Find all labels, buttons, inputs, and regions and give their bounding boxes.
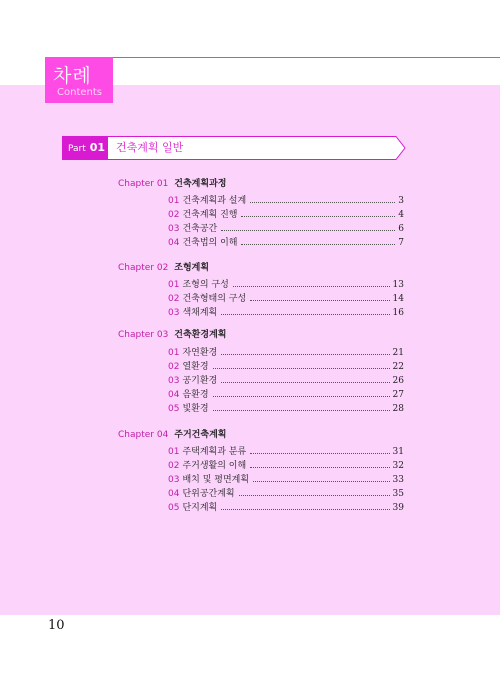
chapter-heading[interactable] — [118, 176, 226, 189]
entry-page: 35 — [392, 489, 404, 499]
entry-number: 04 — [168, 489, 180, 499]
entry-number: 05 — [168, 404, 180, 414]
dot-leader — [221, 230, 395, 231]
dot-leader — [250, 467, 389, 468]
entry-page: 33 — [392, 475, 404, 485]
toc-entry[interactable] — [168, 344, 404, 358]
toc-entry[interactable] — [168, 192, 404, 206]
toc-entry[interactable] — [168, 220, 404, 234]
entry-title: 주택계획과 분류 — [182, 447, 247, 457]
entry-page: 28 — [392, 404, 404, 414]
entry-title: 단지계획 — [182, 503, 218, 513]
chapter-heading[interactable] — [118, 427, 226, 440]
entry-title: 건축형태의 구성 — [182, 294, 247, 304]
toc-entry[interactable] — [168, 457, 404, 471]
entry-page: 26 — [392, 376, 404, 386]
entry-page: 7 — [398, 238, 404, 248]
entry-page: 6 — [398, 224, 404, 234]
entry-title: 단위공간계획 — [182, 489, 235, 499]
dot-leader — [221, 314, 389, 315]
entry-number: 02 — [168, 362, 180, 372]
chapter-heading[interactable] — [118, 327, 226, 340]
toc-entry[interactable] — [168, 499, 404, 513]
entry-title: 색채계획 — [182, 308, 218, 318]
entry-number: 03 — [168, 475, 180, 485]
entry-number: 01 — [168, 196, 180, 206]
chapter-label: Chapter 02 — [118, 263, 169, 273]
entry-title: 음환경 — [182, 390, 209, 400]
entry-title: 빛환경 — [182, 404, 209, 414]
entry-page: 14 — [392, 294, 404, 304]
dot-leader — [239, 495, 390, 496]
chapter-label: Chapter 03 — [118, 330, 169, 340]
dot-leader — [250, 453, 389, 454]
entry-page: 22 — [392, 362, 404, 372]
part-label-box — [62, 136, 108, 160]
entry-number: 01 — [168, 447, 180, 457]
entry-title: 배치 및 평면계획 — [182, 475, 250, 485]
contents-title-box — [45, 57, 113, 103]
entry-number: 02 — [168, 461, 180, 471]
entry-title: 주거생활의 이해 — [182, 461, 247, 471]
entry-title: 공기환경 — [182, 376, 218, 386]
toc-entry[interactable] — [168, 358, 404, 372]
dot-leader — [221, 354, 389, 355]
toc-entry[interactable] — [168, 206, 404, 220]
dot-leader — [253, 481, 390, 482]
part-heading — [62, 136, 406, 160]
header-rule — [45, 57, 500, 58]
page-number: 10 — [48, 618, 65, 633]
dot-leader — [241, 244, 395, 245]
chapter-heading[interactable] — [118, 260, 209, 273]
dot-leader — [250, 202, 395, 203]
entry-number: 04 — [168, 238, 180, 248]
entry-number: 03 — [168, 376, 180, 386]
dot-leader — [233, 286, 390, 287]
entry-page: 27 — [392, 390, 404, 400]
entry-number: 02 — [168, 294, 180, 304]
chapter-title: 조형계획 — [174, 263, 210, 273]
dot-leader — [250, 300, 389, 301]
part-bar-frame — [62, 136, 406, 160]
toc-entry[interactable] — [168, 471, 404, 485]
entry-number: 03 — [168, 308, 180, 318]
chapter-title: 건축계획과정 — [174, 179, 227, 189]
dot-leader — [241, 216, 395, 217]
toc-entry[interactable] — [168, 372, 404, 386]
toc-entry[interactable] — [168, 485, 404, 499]
dot-leader — [213, 396, 390, 397]
entry-page: 3 — [398, 196, 404, 206]
entry-page: 39 — [392, 503, 404, 513]
toc-entry[interactable] — [168, 304, 404, 318]
entry-title: 건축공간 — [182, 224, 218, 234]
entry-number: 03 — [168, 224, 180, 234]
chapter-title: 주거건축계획 — [174, 430, 227, 440]
dot-leader — [221, 509, 389, 510]
toc-entry[interactable] — [168, 290, 404, 304]
entry-title: 자연환경 — [182, 348, 218, 358]
dot-leader — [221, 382, 389, 383]
entry-page: 31 — [392, 447, 404, 457]
entry-title: 건축법의 이해 — [182, 238, 238, 248]
entry-page: 32 — [392, 461, 404, 471]
chapter-title: 건축환경계획 — [174, 330, 227, 340]
entry-page: 4 — [398, 210, 404, 220]
chapter-label: Chapter 01 — [118, 179, 169, 189]
entry-title: 조형의 구성 — [182, 280, 229, 290]
part-number: 01 — [89, 141, 106, 154]
entry-title: 열환경 — [182, 362, 209, 372]
toc-entry[interactable] — [168, 400, 404, 414]
contents-subtitle: Contents — [57, 87, 102, 98]
entry-number: 05 — [168, 503, 180, 513]
toc-entry[interactable] — [168, 234, 404, 248]
part-title: 건축계획 일반 — [116, 141, 184, 154]
entry-number: 01 — [168, 280, 180, 290]
chapter-label: Chapter 04 — [118, 430, 169, 440]
entry-number: 04 — [168, 390, 180, 400]
contents-title: 차례 — [53, 65, 92, 87]
dot-leader — [213, 410, 390, 411]
entry-title: 건축계획 진행 — [182, 210, 238, 220]
entry-page: 16 — [392, 308, 404, 318]
entry-title: 건축계획과 설계 — [182, 196, 247, 206]
entry-number: 01 — [168, 348, 180, 358]
entry-number: 02 — [168, 210, 180, 220]
entry-page: 21 — [392, 348, 404, 358]
dot-leader — [213, 368, 390, 369]
toc-entry[interactable] — [168, 386, 404, 400]
toc-entry[interactable] — [168, 276, 404, 290]
entry-page: 13 — [392, 280, 404, 290]
part-label: Part — [68, 144, 86, 154]
toc-entry[interactable] — [168, 443, 404, 457]
